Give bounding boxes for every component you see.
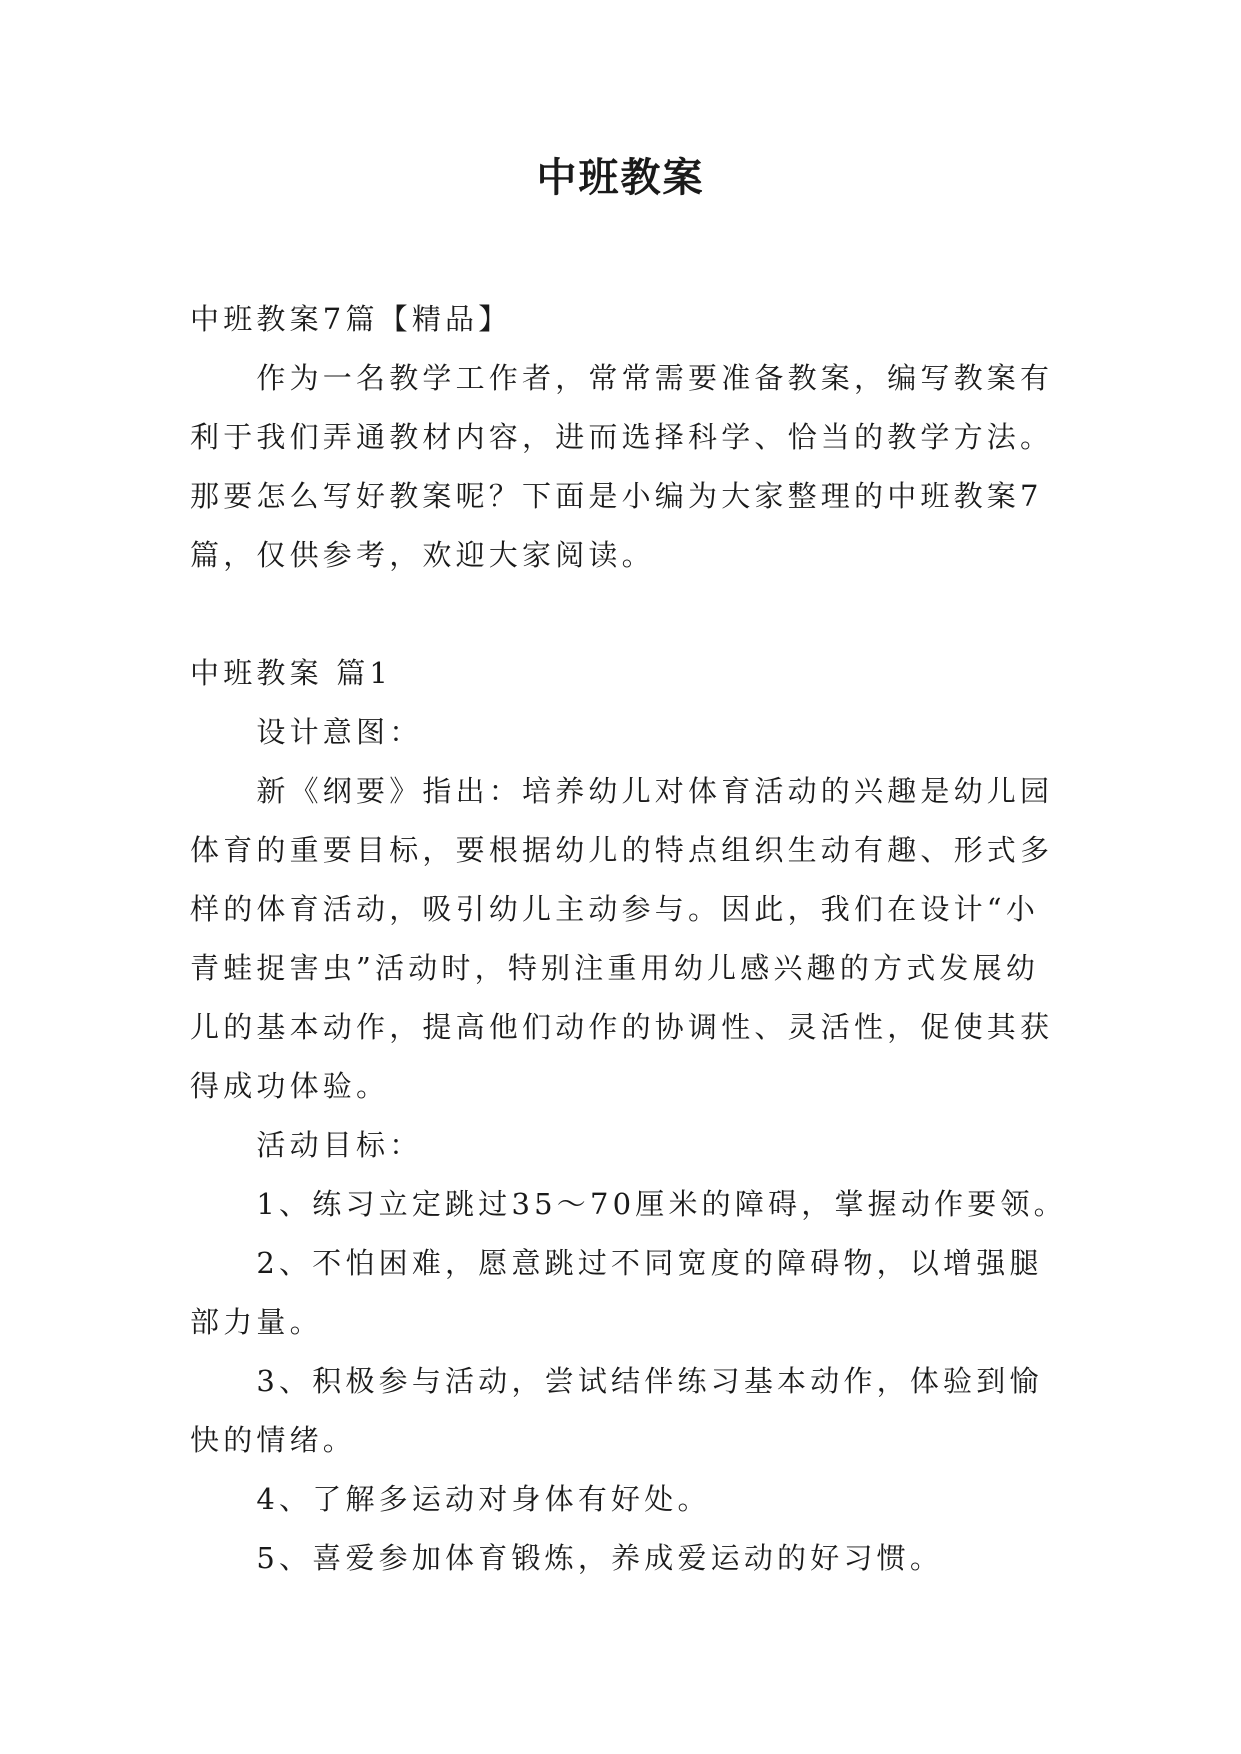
paragraph-line: 新《纲要》指出：培养幼儿对体育活动的兴趣是幼儿园: [190, 774, 1054, 808]
paragraph-line: 体育的重要目标，要根据幼儿的特点组织生动有趣、形式多: [190, 833, 1054, 867]
list-item: 3、积极参与活动，尝试结伴练习基本动作，体验到愉: [190, 1364, 1043, 1398]
paragraph-line: 作为一名教学工作者，常常需要准备教案，编写教案有: [190, 361, 1054, 395]
list-item: 5、喜爱参加体育锻炼，养成爱运动的好习惯。: [190, 1541, 944, 1575]
section-heading: 中班教案 篇1: [190, 656, 393, 690]
paragraph-line: 样的体育活动，吸引幼儿主动参与。因此，我们在设计“小: [190, 892, 1040, 926]
subtitle-line: 中班教案7篇【精品】: [190, 302, 512, 336]
document-body: [190, 290, 1067, 1588]
paragraph-line: 青蛙捉害虫”活动时，特别注重用幼儿感兴趣的方式发展幼: [190, 951, 1040, 985]
list-item-continuation: 快的情绪。: [190, 1423, 357, 1457]
list-item: 4、了解多运动对身体有好处。: [190, 1482, 711, 1516]
list-item-continuation: 部力量。: [190, 1305, 323, 1339]
paragraph-line: 利于我们弄通教材内容，进而选择科学、恰当的教学方法。: [190, 420, 1054, 454]
list-item: 2、不怕困难，愿意跳过不同宽度的障碍物，以增强腿: [190, 1246, 1043, 1280]
paragraph-line: 儿的基本动作，提高他们动作的协调性、灵活性，促使其获: [190, 1010, 1054, 1044]
document-title: 中班教案: [536, 154, 705, 201]
list-item: 1、练习立定跳过35～70厘米的障碍，掌握动作要领。: [190, 1187, 1067, 1221]
paragraph-line: 得成功体验。: [190, 1069, 390, 1103]
subheading-line: 设计意图：: [190, 715, 423, 749]
blank-line: [190, 585, 1060, 644]
paragraph-line: 篇，仅供参考，欢迎大家阅读。: [190, 538, 655, 572]
paragraph-line: 那要怎么写好教案呢？下面是小编为大家整理的中班教案7: [190, 479, 1043, 513]
subheading-line: 活动目标：: [190, 1128, 423, 1162]
